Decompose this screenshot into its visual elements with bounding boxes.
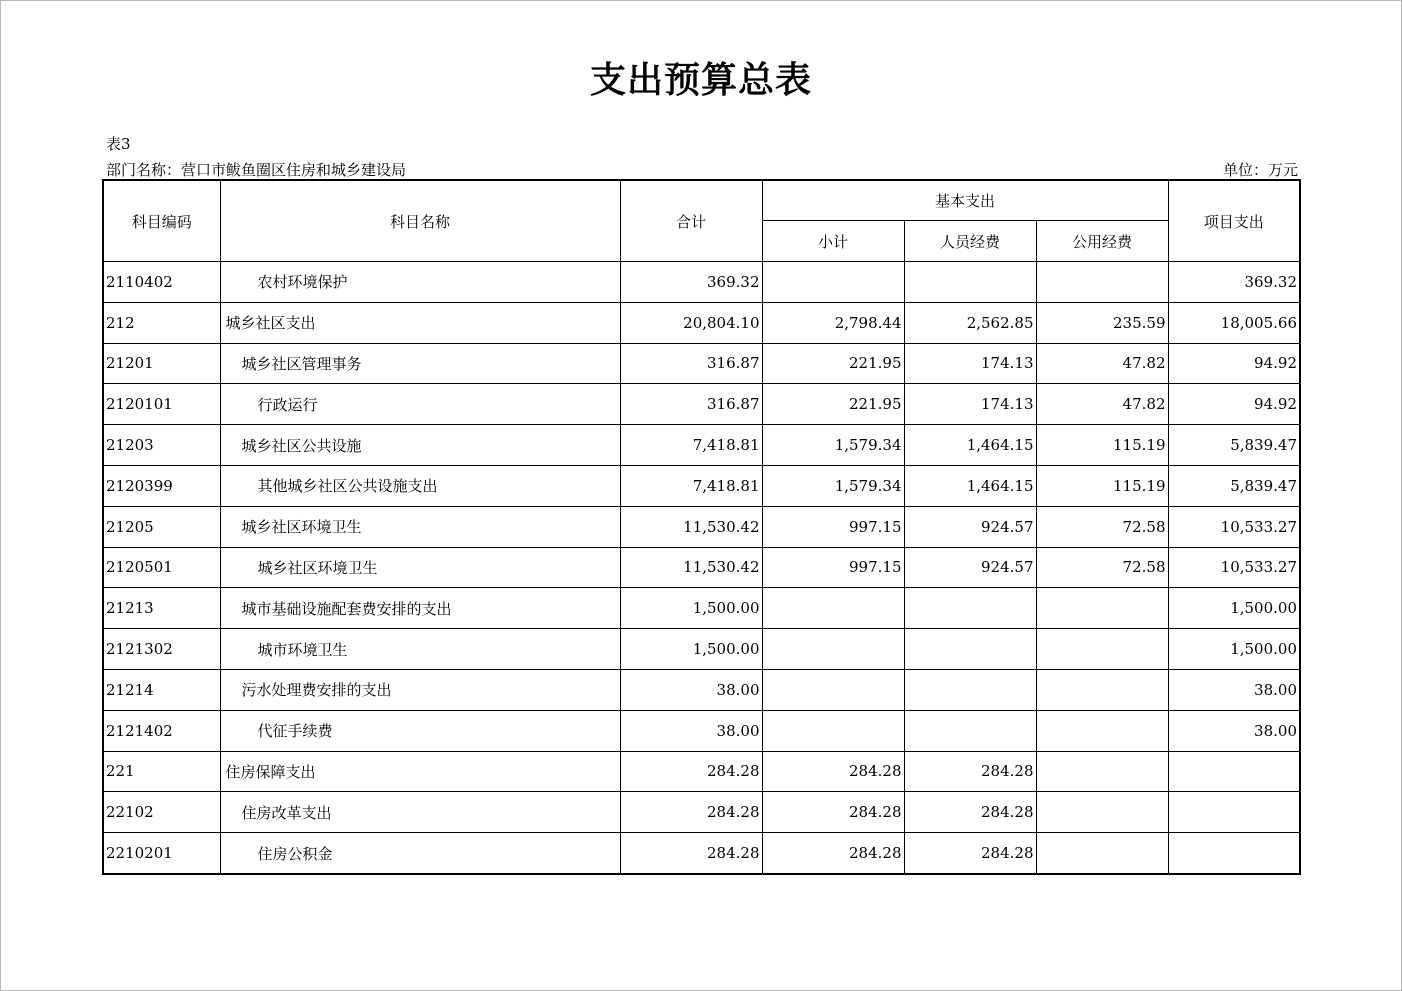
cell-name: 城乡社区环境卫生 — [220, 547, 620, 588]
cell-public: 115.19 — [1036, 465, 1168, 506]
table-row — [103, 588, 1300, 629]
cell-code: 2110402 — [103, 262, 220, 303]
cell-personnel: 2,562.85 — [904, 302, 1036, 343]
cell-public: 72.58 — [1036, 506, 1168, 547]
cell-name: 代征手续费 — [220, 710, 620, 751]
cell-subtotal — [762, 588, 904, 629]
cell-personnel: 1,464.15 — [904, 425, 1036, 466]
cell-name: 城市基础设施配套费安排的支出 — [220, 588, 620, 629]
cell-code: 212 — [103, 302, 220, 343]
cell-total: 1,500.00 — [620, 588, 762, 629]
cell-subtotal: 1,579.34 — [762, 425, 904, 466]
cell-total: 7,418.81 — [620, 425, 762, 466]
cell-code: 2121402 — [103, 710, 220, 751]
cell-subtotal: 284.28 — [762, 792, 904, 833]
cell-name: 住房公积金 — [220, 833, 620, 874]
cell-total: 11,530.42 — [620, 547, 762, 588]
cell-code: 221 — [103, 751, 220, 792]
cell-public: 47.82 — [1036, 343, 1168, 384]
cell-subtotal: 1,579.34 — [762, 465, 904, 506]
cell-project: 5,839.47 — [1168, 425, 1300, 466]
cell-name: 城乡社区支出 — [220, 302, 620, 343]
cell-code: 21201 — [103, 343, 220, 384]
cell-personnel — [904, 710, 1036, 751]
table-row — [103, 833, 1300, 874]
cell-personnel — [904, 629, 1036, 670]
cell-project — [1168, 833, 1300, 874]
cell-name: 城乡社区环境卫生 — [220, 506, 620, 547]
table-row — [103, 506, 1300, 547]
cell-subtotal — [762, 710, 904, 751]
cell-public: 235.59 — [1036, 302, 1168, 343]
cell-subtotal: 997.15 — [762, 547, 904, 588]
table-row — [103, 710, 1300, 751]
cell-public — [1036, 792, 1168, 833]
cell-total: 316.87 — [620, 343, 762, 384]
cell-personnel: 174.13 — [904, 384, 1036, 425]
table-row — [103, 465, 1300, 506]
cell-total: 38.00 — [620, 710, 762, 751]
header-public: 公用经费 — [1036, 221, 1168, 262]
table-row — [103, 751, 1300, 792]
cell-public — [1036, 833, 1168, 874]
cell-code: 2120101 — [103, 384, 220, 425]
cell-personnel: 1,464.15 — [904, 465, 1036, 506]
cell-subtotal — [762, 262, 904, 303]
cell-public — [1036, 710, 1168, 751]
cell-code: 21205 — [103, 506, 220, 547]
cell-code: 2120399 — [103, 465, 220, 506]
cell-personnel — [904, 669, 1036, 710]
cell-personnel — [904, 588, 1036, 629]
cell-total: 20,804.10 — [620, 302, 762, 343]
cell-personnel: 924.57 — [904, 506, 1036, 547]
table-body — [103, 262, 1300, 874]
header-project: 项目支出 — [1168, 180, 1300, 262]
table-row — [103, 343, 1300, 384]
cell-name: 城市环境卫生 — [220, 629, 620, 670]
cell-personnel: 924.57 — [904, 547, 1036, 588]
table-row — [103, 262, 1300, 303]
table-row — [103, 629, 1300, 670]
cell-project: 1,500.00 — [1168, 588, 1300, 629]
cell-name: 行政运行 — [220, 384, 620, 425]
cell-subtotal — [762, 629, 904, 670]
cell-total: 284.28 — [620, 751, 762, 792]
table-row — [103, 792, 1300, 833]
cell-code: 21203 — [103, 425, 220, 466]
cell-total: 38.00 — [620, 669, 762, 710]
unit-label: 单位：万元 — [1222, 161, 1298, 179]
cell-name: 城乡社区公共设施 — [220, 425, 620, 466]
cell-total: 369.32 — [620, 262, 762, 303]
cell-project — [1168, 792, 1300, 833]
cell-public: 47.82 — [1036, 384, 1168, 425]
cell-personnel: 174.13 — [904, 343, 1036, 384]
cell-subtotal: 2,798.44 — [762, 302, 904, 343]
cell-total: 284.28 — [620, 833, 762, 874]
page-title: 支出预算总表 — [589, 60, 812, 101]
cell-code: 22102 — [103, 792, 220, 833]
cell-personnel: 284.28 — [904, 751, 1036, 792]
cell-project: 38.00 — [1168, 669, 1300, 710]
header-personnel: 人员经费 — [904, 221, 1036, 262]
cell-personnel: 284.28 — [904, 833, 1036, 874]
department-name: 部门名称：营口市鲅鱼圈区住房和城乡建设局 — [106, 161, 407, 179]
cell-subtotal: 284.28 — [762, 833, 904, 874]
cell-project: 1,500.00 — [1168, 629, 1300, 670]
table-number: 表3 — [106, 135, 131, 153]
cell-total: 316.87 — [620, 384, 762, 425]
cell-code: 2120501 — [103, 547, 220, 588]
cell-project — [1168, 751, 1300, 792]
cell-subtotal — [762, 669, 904, 710]
cell-public — [1036, 751, 1168, 792]
cell-subtotal: 997.15 — [762, 506, 904, 547]
cell-personnel: 284.28 — [904, 792, 1036, 833]
cell-code: 2121302 — [103, 629, 220, 670]
cell-name: 污水处理费安排的支出 — [220, 669, 620, 710]
table-row — [103, 302, 1300, 343]
cell-project: 18,005.66 — [1168, 302, 1300, 343]
cell-public — [1036, 629, 1168, 670]
table-row — [103, 425, 1300, 466]
cell-name: 城乡社区管理事务 — [220, 343, 620, 384]
table-row — [103, 547, 1300, 588]
cell-public — [1036, 669, 1168, 710]
cell-project: 38.00 — [1168, 710, 1300, 751]
cell-name: 住房保障支出 — [220, 751, 620, 792]
cell-code: 21213 — [103, 588, 220, 629]
cell-name: 住房改革支出 — [220, 792, 620, 833]
cell-public — [1036, 262, 1168, 303]
header-subtotal: 小计 — [762, 221, 904, 262]
header-basic: 基本支出 — [762, 180, 1168, 221]
cell-subtotal: 221.95 — [762, 343, 904, 384]
cell-total: 284.28 — [620, 792, 762, 833]
cell-project: 369.32 — [1168, 262, 1300, 303]
table-row — [103, 384, 1300, 425]
budget-table — [102, 179, 1301, 875]
cell-public: 115.19 — [1036, 425, 1168, 466]
cell-public: 72.58 — [1036, 547, 1168, 588]
cell-total: 1,500.00 — [620, 629, 762, 670]
header-name: 科目名称 — [220, 180, 620, 262]
cell-project: 94.92 — [1168, 384, 1300, 425]
header-total: 合计 — [620, 180, 762, 262]
cell-total: 7,418.81 — [620, 465, 762, 506]
cell-subtotal: 284.28 — [762, 751, 904, 792]
cell-public — [1036, 588, 1168, 629]
cell-subtotal: 221.95 — [762, 384, 904, 425]
cell-code: 21214 — [103, 669, 220, 710]
cell-total: 11,530.42 — [620, 506, 762, 547]
cell-project: 5,839.47 — [1168, 465, 1300, 506]
cell-project: 94.92 — [1168, 343, 1300, 384]
cell-name: 其他城乡社区公共设施支出 — [220, 465, 620, 506]
cell-personnel — [904, 262, 1036, 303]
header-code: 科目编码 — [103, 180, 220, 262]
cell-project: 10,533.27 — [1168, 547, 1300, 588]
cell-project: 10,533.27 — [1168, 506, 1300, 547]
cell-code: 2210201 — [103, 833, 220, 874]
table-row — [103, 669, 1300, 710]
cell-name: 农村环境保护 — [220, 262, 620, 303]
